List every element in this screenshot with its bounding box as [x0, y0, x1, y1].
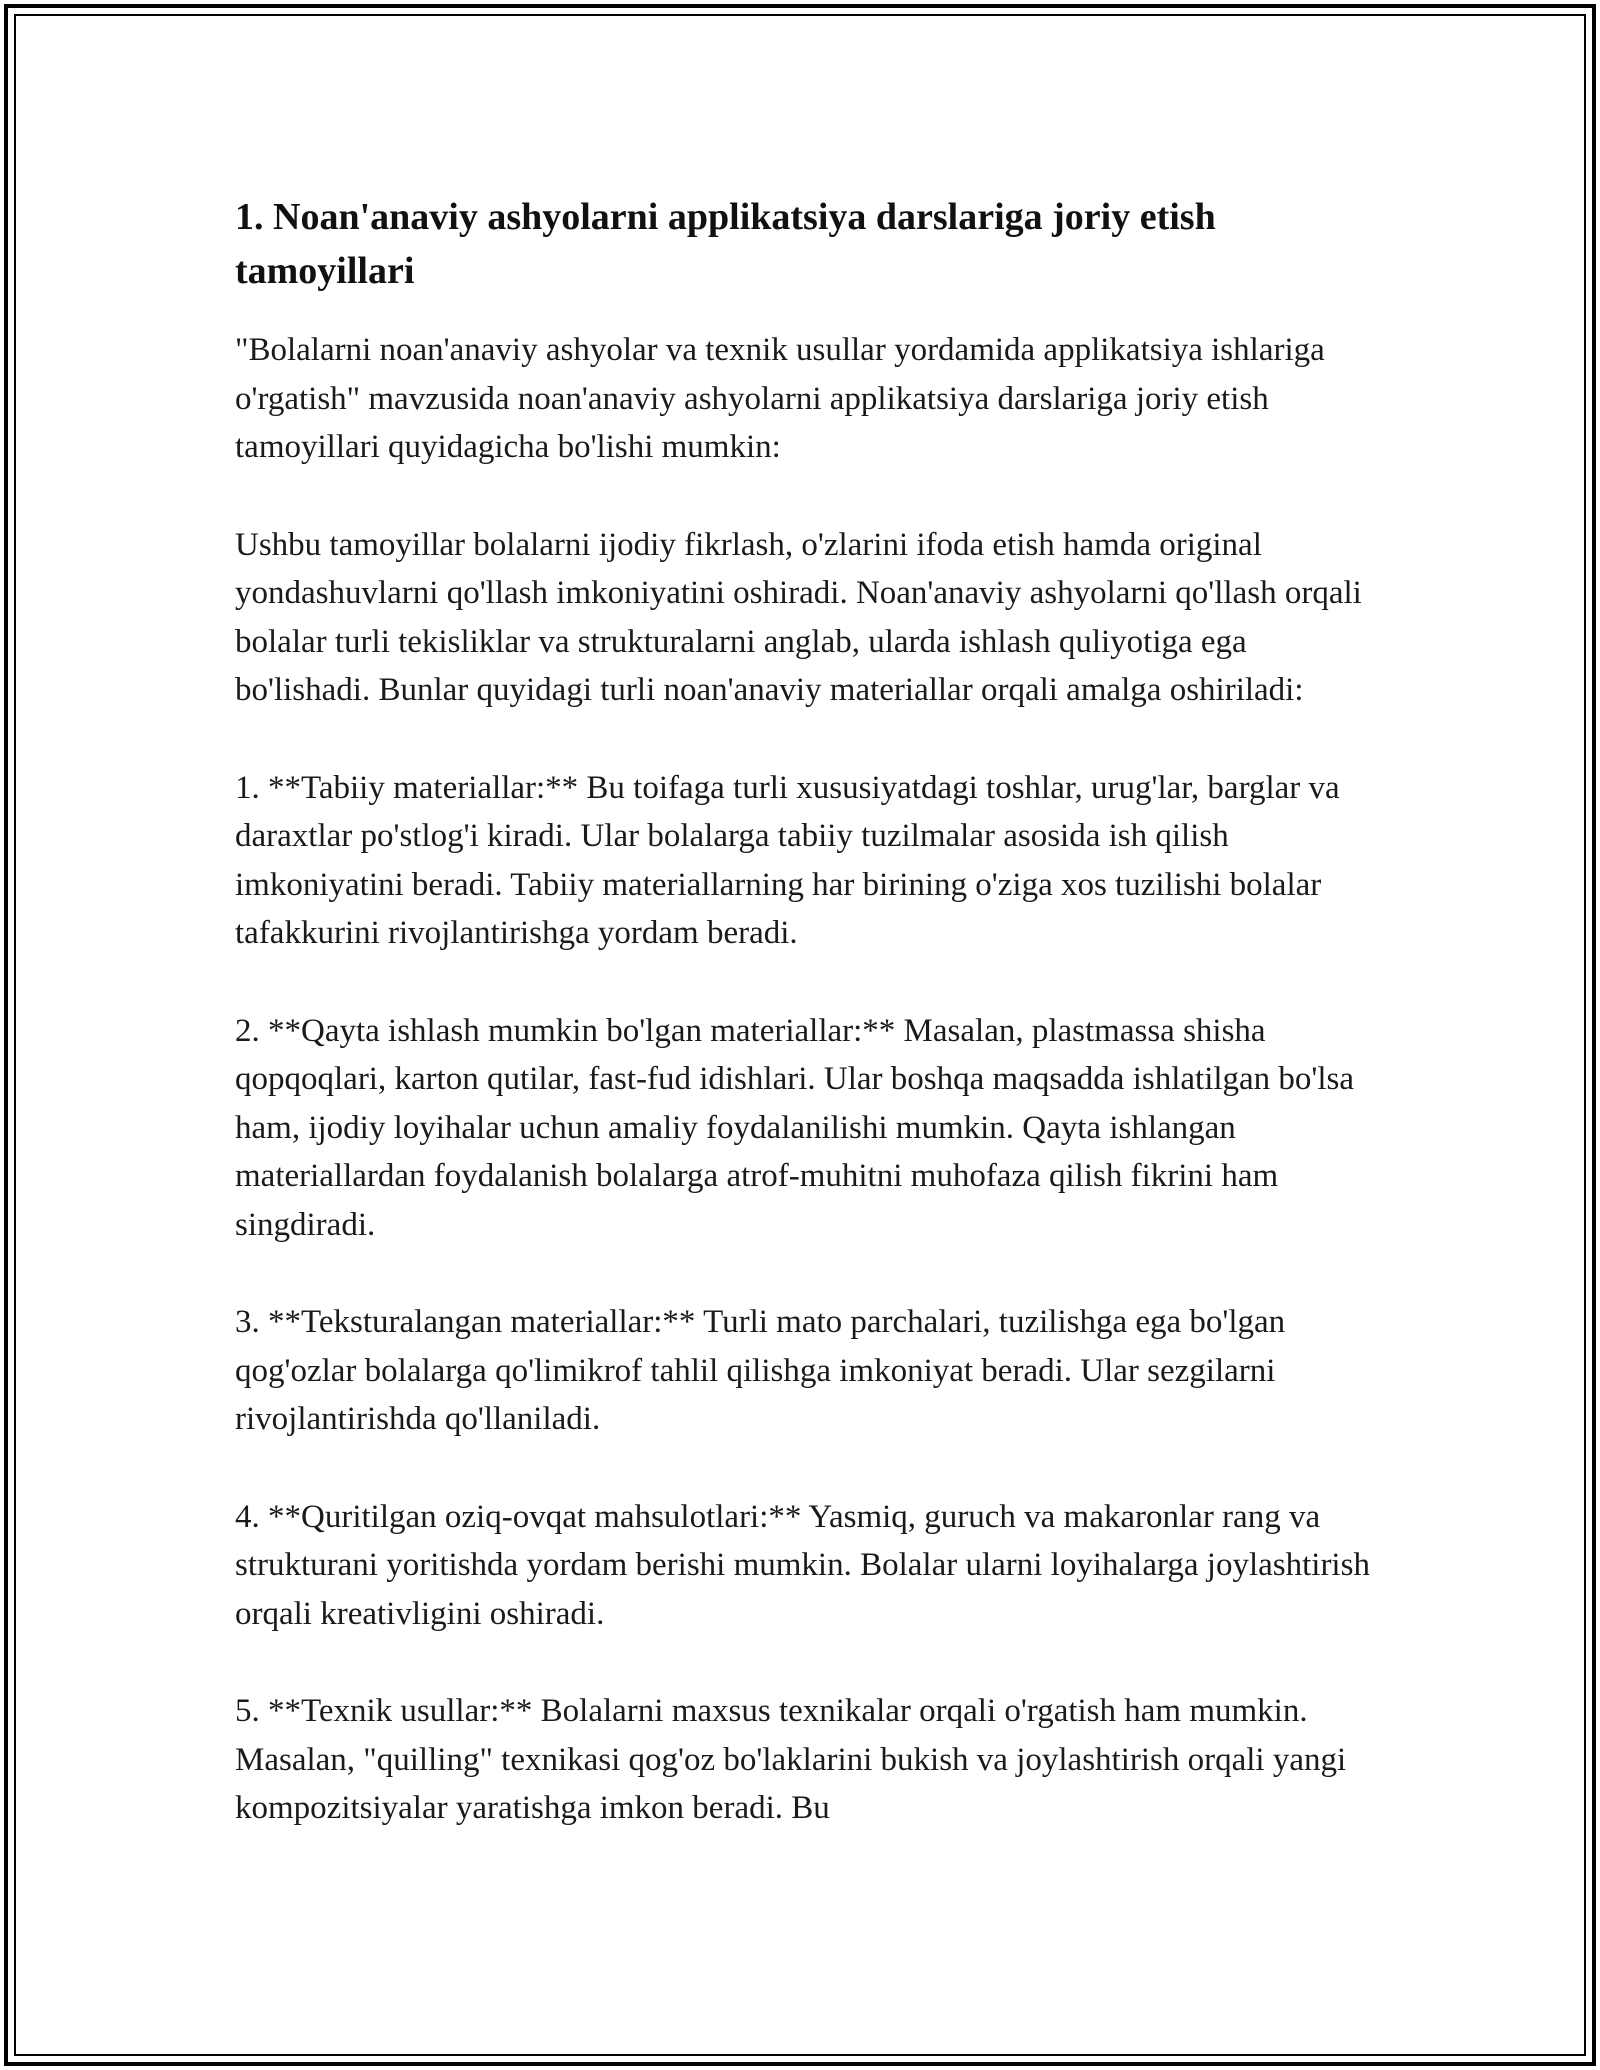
list-item-natural-materials: 1. **Tabiiy materiallar:** Bu toifaga turli xususiyatdagi toshlar, urug'lar, barglar va daraxtlar po'stlog'i kiradi. Ular bolalarga tabiiy tuzilmalar asosida ish qilish imkoniyatini beradi. Tabiiy materiallarning har birining o'ziga xos tuzilishi bolalar tafakkurini rivojlantirishga yordam beradi. — [235, 769, 1340, 951]
list-item-recyclable-materials: 2. **Qayta ishlash mumkin bo'lgan materiallar:** Masalan, plastmassa shisha qopqoqlari, karton qutilar, fast-fud idishlari. Ular boshqa maqsadda ishlatilgan bo'lsa ham, ijodiy loyihalar uchun amaliy foydalanilishi mumkin. Qayta ishlangan materiallardan foydalanish bolalarga atrof-muhitni muhofaza qilish fikrini ham singdiradi. — [235, 1012, 1355, 1243]
principles-paragraph: Ushbu tamoyillar bolalarni ijodiy fikrlash, o'zlarini ifoda etish hamda original yondashuvlarni qo'llash imkoniyatini oshiradi. Noan'anaviy ashyolarni qo'llash orqali bolalar turli tekisliklar va strukturalarni anglab, ularda ishlash quliyotiga ega bo'lishadi. Bunlar quyidagi turli noan'anaviy materiallar orqali amalga oshiriladi: — [235, 526, 1362, 708]
list-item-textured-materials: 3. **Teksturalangan materiallar:** Turli mato parchalari, tuzilishga ega bo'lgan qog'ozlar bolalarga qo'limikrof tahlil qilishga imkoniyat beradi. Ular sezgilarni rivojlantirishda qo'llaniladi. — [235, 1304, 1286, 1437]
document-body — [235, 190, 1385, 1882]
list-item-technical-methods: 5. **Texnik usullar:** Bolalarni maxsus texnikalar orqali o'rgatish ham mumkin. Masalan, "quilling" texnikasi qog'oz bo'laklarini bukish va joylashtirish orqali yangi kompozitsiyalar yaratishga imkon beradi. Bu — [235, 1693, 1347, 1826]
list-item-dried-food: 4. **Quritilgan oziq-ovqat mahsulotlari:** Yasmiq, guruch va makaronlar rang va strukturani yoritishda yordam berishi mumkin. Bolalar ularni loyihalarga joylashtirish orqali kreativligini oshiradi. — [235, 1498, 1370, 1632]
section-heading: 1. Noan'anaviy ashyolarni applikatsiya darslariga joriy etish tamoyillari — [235, 196, 1216, 292]
intro-paragraph: "Bolalarni noan'anaviy ashyolar va texnik usullar yordamida applikatsiya ishlariga o'rgatish" mavzusida noan'anaviy ashyolarni applikatsiya darslariga joriy etish tamoyillari quyidagicha bo'lishi mumkin: — [235, 332, 1325, 465]
